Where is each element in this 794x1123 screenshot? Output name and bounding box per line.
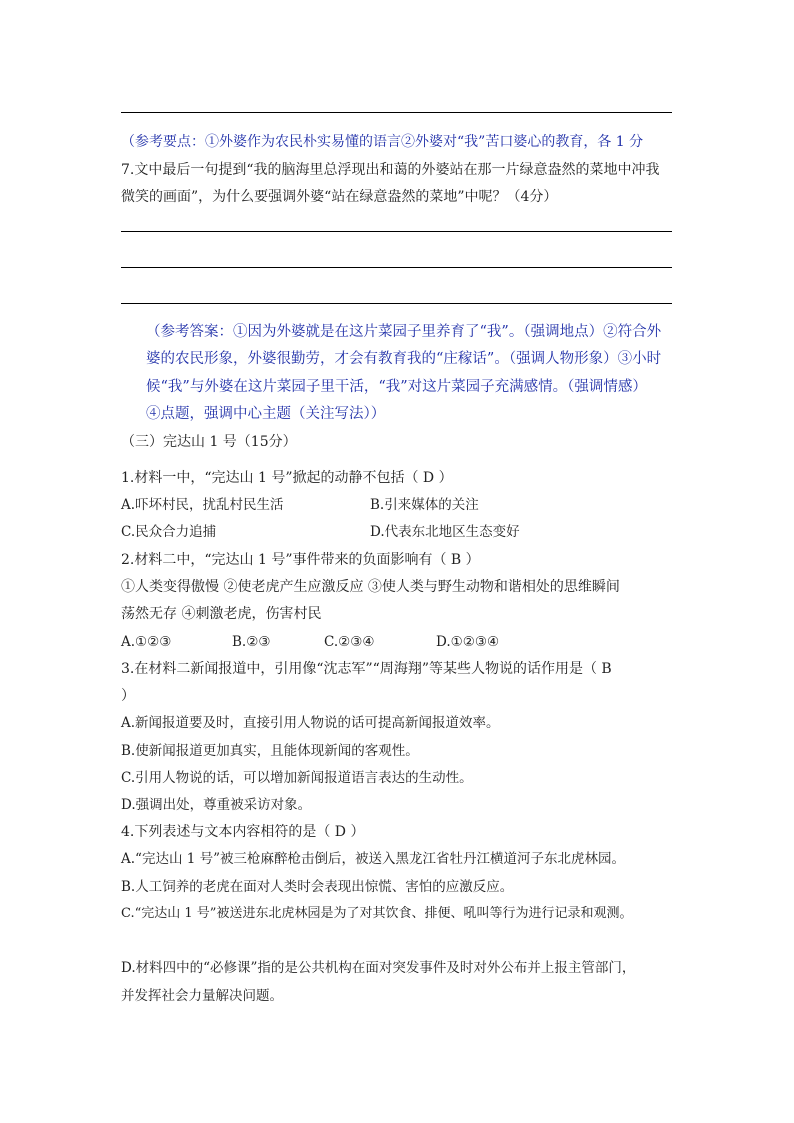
s3-question-2-stem: 2.材料二中，“完达山 1 号”事件带来的负面影响有（ B ） (121, 552, 480, 568)
answer-7-line-4: ④点题，强调中心主题（关注写法）） (146, 406, 386, 422)
s3-question-3-stem-line-1: 3.在材料二新闻报道中，引用像“沈志军”“周海翔”等某些人物说的话作用是（ B (121, 661, 612, 677)
answer-line (121, 267, 672, 268)
answer-7-line-1: （参考答案：①因为外婆就是在这片菜园子里养育了“我”。（强调地点）②符合外 (146, 324, 662, 340)
s3-q2-option-a: A.①②③ (121, 634, 172, 650)
s3-q3-option-a: A.新闻报道要及时，直接引用人物说的话可提高新闻报道效率。 (121, 715, 500, 731)
answer-line (121, 303, 672, 304)
s3-q3-option-d: D.强调出处，尊重被采访对象。 (121, 797, 312, 813)
s3-question-4-stem: 4.下列表述与文本内容相符的是（ D ） (121, 824, 365, 840)
s3-q3-option-b: B.使新闻报道更加真实，且能体现新闻的客观性。 (121, 743, 419, 759)
s3-q2-option-d: D.①②③④ (436, 634, 500, 650)
s3-q1-option-d: D.代表东北地区生态变好 (370, 524, 520, 540)
answer-line (121, 231, 672, 232)
s3-q3-option-c: C.引用人物说的话，可以增加新闻报道语言表达的生动性。 (121, 770, 473, 786)
s3-q4-option-d-line-1: D.材料四中的“必修课”指的是公共机构在面对突发事件及时对外公布并上报主管部门， (121, 960, 636, 976)
answer-line (121, 112, 672, 113)
s3-q1-option-c: C.民众合力追捕 (121, 524, 217, 540)
s3-q2-option-b: B.②③ (232, 634, 271, 650)
s3-q4-option-d-line-2: 并发挥社会力量解决问题。 (121, 988, 283, 1004)
question-7-line-2: 微笑的画面”，为什么要强调外婆“站在绿意盎然的菜地”中呢？（4分） (121, 189, 558, 205)
s3-question-1-stem: 1.材料一中，“完达山 1 号”掀起的动静不包括（ D ） (121, 470, 453, 486)
answer-7-line-3: 候“我”与外婆在这片菜园子里干活，“我”对这片菜园子充满感情。（强调情感） (146, 379, 647, 395)
s3-q2-option-c: C.②③④ (324, 634, 375, 650)
s3-q4-option-c: C.“完达山 1 号”被送进东北虎林园是为了对其饮食、排便、吼叫等行为进行记录和观测。 (121, 906, 633, 921)
s3-q1-option-a: A.吓坏村民，扰乱村民生活 (121, 497, 284, 513)
reference-points-q6: （参考要点：①外婆作为农民朴实易懂的语言②外婆对“我”苦口婆心的教育，各 1 分 (121, 134, 644, 150)
s3-q4-option-b: B.人工饲养的老虎在面对人类时会表现出惊慌、害怕的应激反应。 (121, 879, 514, 895)
question-7-line-1: 7.文中最后一句提到“我的脑海里总浮现出和蔼的外婆站在那一片绿意盎然的菜地中冲我 (121, 162, 660, 178)
s3-q2-items-line-1: ①人类变得傲慢 ②使老虎产生应激反应 ③使人类与野生动物和谐相处的思维瞬间 (121, 579, 620, 595)
s3-question-3-stem-line-2: ） (121, 688, 135, 704)
answer-7-line-2: 婆的农民形象，外婆很勤劳，才会有教育我的“庄稼话”。（强调人物形象）③小时 (146, 351, 662, 367)
s3-q1-option-b: B.引来媒体的关注 (370, 497, 479, 513)
section-3-heading: （三）完达山 1 号（15分） (121, 434, 297, 450)
s3-q2-items-line-2: 荡然无存 ④刺激老虎，伤害村民 (121, 606, 322, 622)
s3-q4-option-a: A.“完达山 1 号”被三枪麻醉枪击倒后，被送入黑龙江省牡丹江横道河子东北虎林园。 (121, 851, 626, 867)
